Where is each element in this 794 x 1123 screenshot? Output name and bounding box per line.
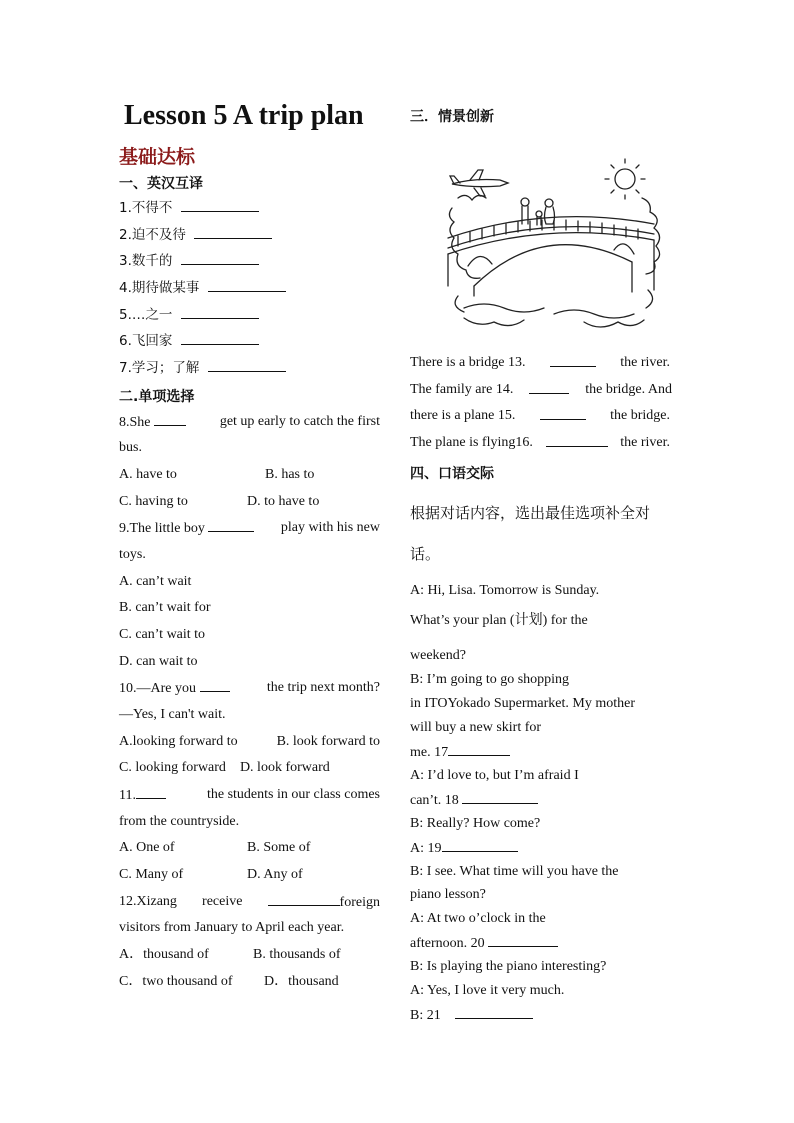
part4-instruction: 话。 [410,545,441,563]
q8-option: B. has to [265,467,315,482]
q12-stem-cont: visitors from January to April each year. [119,920,345,935]
part3-line: There is a bridge 13. the river. [410,355,670,370]
page-title: Lesson 5 A trip plan [124,100,364,131]
q12-option: C．two thousand of [119,974,233,989]
part1-item: 6.飞回家 [119,332,259,350]
q11-stem: 11. the students in our class comes [119,787,380,803]
part1-item: 7.学习；了解 [119,359,286,377]
part3-line: The family are 14. the bridge. And [410,382,672,397]
dialogue-line: can’t. 18 [410,791,538,810]
q10-answer: —Yes, I can't wait. [119,707,226,722]
dialogue-line: A: At two o’clock in the [410,911,546,926]
dialogue-line: piano lesson? [410,887,486,902]
dialogue-line: afternoon. 20 [410,934,558,953]
q10-option: C. looking forward D. look forward [119,760,330,775]
dialogue-line: A: Yes, I love it very much. [410,983,565,998]
q12-option: B. thousands of [253,947,341,962]
dialogue-line: me. 17 [410,743,510,762]
q9-stem-cont: toys. [119,547,146,562]
q9-option: C. can’t wait to [119,627,206,642]
dialogue-line: B: I’m going to go shopping [410,672,570,687]
q8-option: A. have to [119,467,177,482]
q9-option: B. can’t wait for [119,600,211,615]
q10-stem: 10.—Are you the trip next month? [119,680,380,696]
q12-option: D．thousand [264,974,339,989]
q11-option: A. One of [119,840,175,855]
q9-option: D. can wait to [119,654,198,669]
q8-stem-cont: bus. [119,440,142,455]
q11-option: C. Many of [119,867,184,882]
part1-item: 4.期待做某事 [119,279,286,297]
part4-instruction: 根据对话内容，选出最佳选项补全对 [410,504,651,522]
bridge-illustration [444,158,666,340]
q11-option: D. Any of [247,867,303,882]
dialogue-line: B: 21 [410,1006,533,1025]
part2-heading: 二.单项选择 [119,389,195,405]
airplane-icon [450,170,508,196]
section-basic-heading: 基础达标 [119,146,196,168]
dialogue-line: A: Hi, Lisa. Tomorrow is Sunday. [410,583,600,598]
part3-line: The plane is flying16. the river. [410,435,670,450]
dialogue-line: B: Really? How come? [410,816,541,831]
dialogue-line: A: 19 [410,839,518,858]
q10-option: A.looking forward to B. look forward to [119,734,380,749]
q11-option: B. Some of [247,840,311,855]
sun-icon [615,169,635,189]
dialogue-line: weekend? [410,648,466,663]
dialogue-line: B: Is playing the piano interesting? [410,959,607,974]
q11-stem-cont: from the countryside. [119,814,240,829]
part1-heading: 一、英汉互译 [119,176,203,192]
part3-heading: 三．情景创新 [410,109,494,125]
dialogue-line: A: I’d love to, but I’m afraid I [410,768,579,783]
part1-item: 2.迫不及待 [119,226,272,244]
q8-option: D. to have to [247,494,320,509]
part3-line: there is a plane 15. the bridge. [410,408,670,423]
q8-stem: 8.She get up early to catch the first [119,414,380,430]
q9-option: A. can’t wait [119,574,192,589]
dialogue-line: B: I see. What time will you have the [410,864,619,879]
dialogue-line: will buy a new skirt for [410,720,542,735]
q12-stem: 12.Xizang receive foreign [119,894,380,910]
part1-item: 3.数千的 [119,252,259,270]
part4-heading: 四、口语交际 [410,466,494,482]
q9-stem: 9.The little boy play with his new [119,520,380,536]
q8-option: C. having to [119,494,188,509]
part1-item: 1.不得不 [119,199,259,217]
part1-item: 5.…之一 [119,306,259,324]
dialogue-line: in ITOYokado Supermarket. My mother [410,696,636,711]
dialogue-line: What’s your plan (计划) for the [410,613,588,628]
q12-option: A．thousand of [119,947,209,962]
